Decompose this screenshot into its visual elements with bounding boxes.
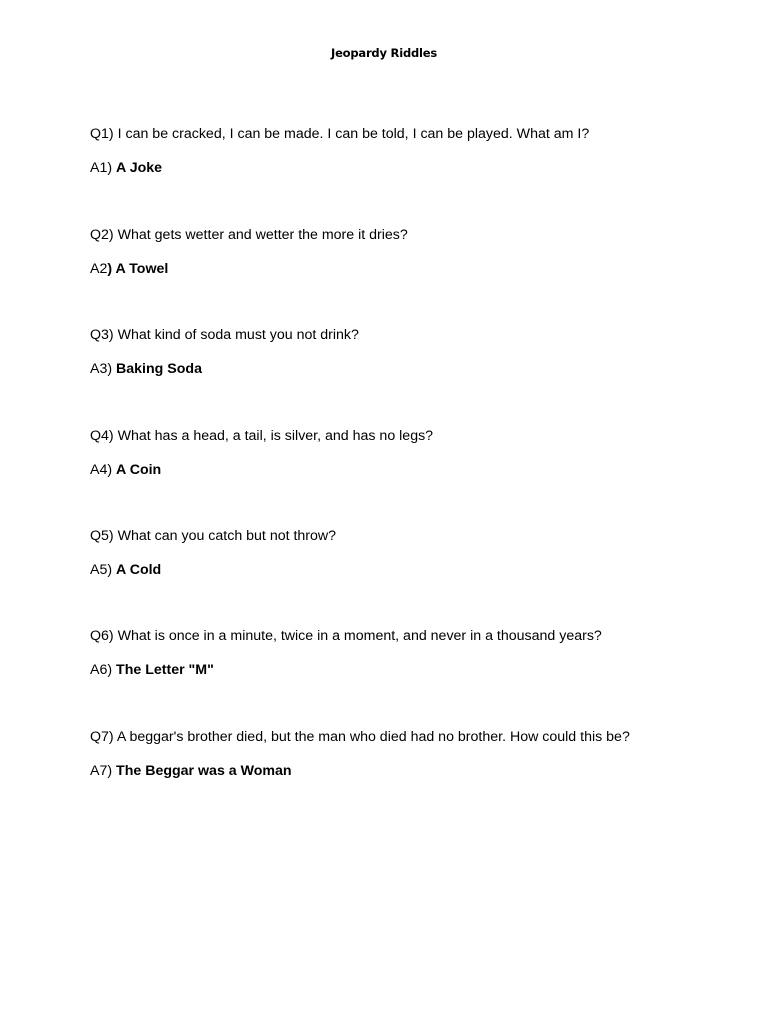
answer-line: [90, 159, 730, 177]
answer-label: A5): [90, 562, 113, 578]
question-text: I can be cracked, I can be made. I can be told, I can be played. What am I?: [117, 126, 590, 142]
question-text: What gets wetter and wetter the more it dries?: [117, 227, 408, 243]
question-label: Q2): [90, 227, 114, 243]
document-title: Jeopardy Riddles: [330, 46, 438, 60]
question-label: Q6): [90, 628, 114, 644]
question-line: [90, 627, 730, 645]
answer-line: [90, 260, 730, 278]
question-line: [90, 226, 730, 244]
question-text: What has a head, a tail, is silver, and has no legs?: [117, 428, 434, 444]
answer-text: ) A Towel: [107, 261, 169, 277]
riddle-4: [90, 427, 730, 479]
riddle-7: [90, 728, 730, 780]
question-label: Q4): [90, 428, 114, 444]
answer-text: A Cold: [116, 562, 162, 578]
answer-line: [90, 661, 730, 679]
riddle-1: [90, 125, 730, 177]
question-line: [90, 527, 730, 545]
riddle-3: [90, 326, 730, 378]
answer-line: [90, 360, 730, 378]
answer-line: [90, 461, 730, 479]
answer-text: The Letter "M": [116, 662, 214, 678]
answer-text: A Joke: [116, 160, 163, 176]
answer-label: A7): [90, 763, 113, 779]
answer-text: The Beggar was a Woman: [116, 763, 292, 779]
question-text: What can you catch but not throw?: [117, 528, 337, 544]
answer-line: [90, 762, 730, 780]
question-line: [90, 125, 730, 143]
question-line: [90, 728, 730, 746]
answer-label: A3): [90, 361, 113, 377]
question-text: What is once in a minute, twice in a moment, and never in a thousand years?: [117, 628, 602, 644]
answer-text: A Coin: [116, 462, 162, 478]
question-label: Q3): [90, 327, 114, 343]
question-label: Q1): [90, 126, 114, 142]
question-line: [90, 427, 730, 445]
riddle-2: [90, 226, 730, 278]
question-text: A beggar's brother died, but the man who died had no brother. How could this be?: [116, 729, 630, 745]
answer-text: Baking Soda: [116, 361, 202, 377]
answer-label: A2: [90, 261, 108, 277]
answer-label: A6): [90, 662, 113, 678]
answer-label: A4): [90, 462, 113, 478]
riddle-5: [90, 527, 730, 579]
riddle-6: [90, 627, 730, 679]
question-label: Q7): [90, 729, 114, 745]
question-text: What kind of soda must you not drink?: [117, 327, 359, 343]
answer-label: A1): [90, 160, 113, 176]
question-line: [90, 326, 730, 344]
answer-line: [90, 561, 730, 579]
question-label: Q5): [90, 528, 114, 544]
